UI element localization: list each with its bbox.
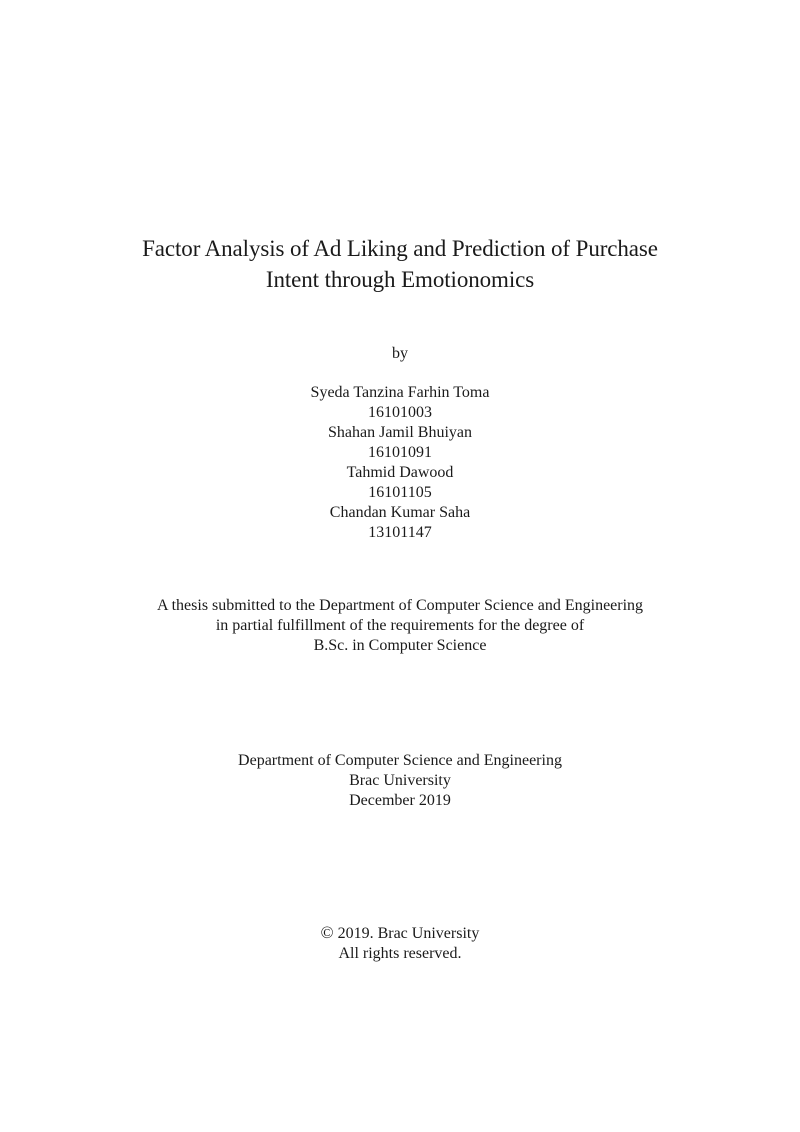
author-id: 13101147 bbox=[368, 524, 432, 541]
copyright-text: 2019. Brac University bbox=[337, 925, 480, 942]
affiliation bbox=[0, 751, 800, 811]
thesis-title-line-2: Intent through Emotionomics bbox=[265, 267, 535, 292]
university-name: Brac University bbox=[349, 772, 451, 789]
author-name: Chandan Kumar Saha bbox=[329, 504, 471, 521]
author-name: Tahmid Dawood bbox=[346, 464, 454, 481]
author-list bbox=[0, 383, 800, 543]
thesis-title-line-1: Factor Analysis of Ad Liking and Prediction of Purchase bbox=[142, 236, 658, 261]
department-name: Department of Computer Science and Engineering bbox=[238, 752, 562, 769]
author-id: 16101091 bbox=[368, 444, 432, 461]
thesis-title bbox=[0, 233, 800, 295]
copyright-line-2: All rights reserved. bbox=[338, 945, 462, 962]
author-name: Syeda Tanzina Farhin Toma bbox=[310, 384, 490, 401]
copyright-icon: © bbox=[320, 923, 334, 942]
by-text: by bbox=[392, 345, 408, 362]
author-name: Shahan Jamil Bhuiyan bbox=[328, 424, 472, 441]
submission-statement bbox=[0, 596, 800, 656]
submission-line-2: in partial fulfillment of the requirements for the degree of bbox=[215, 617, 585, 634]
submission-line-3: B.Sc. in Computer Science bbox=[313, 637, 487, 654]
copyright-notice bbox=[0, 923, 800, 964]
copyright-line-1 bbox=[0, 923, 800, 944]
by-label bbox=[0, 344, 800, 364]
author-id: 16101003 bbox=[368, 404, 432, 421]
submission-date: December 2019 bbox=[349, 792, 451, 809]
submission-line-1: A thesis submitted to the Department of Computer Science and Engineering bbox=[156, 597, 644, 614]
author-id: 16101105 bbox=[368, 484, 432, 501]
